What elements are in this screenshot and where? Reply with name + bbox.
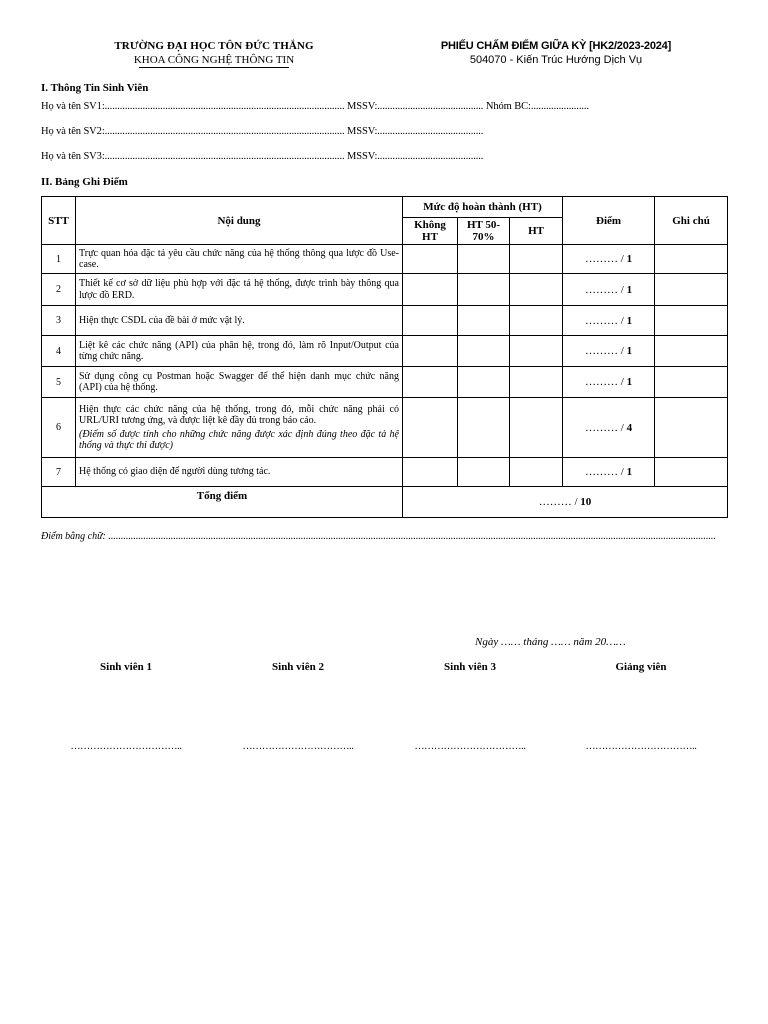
signature-student1-line[interactable]: …………………………….. xyxy=(70,741,182,752)
score-max: 1 xyxy=(626,283,633,296)
ht-cell[interactable] xyxy=(510,458,563,487)
row-stt: 5 xyxy=(42,367,76,398)
total-max: 10 xyxy=(580,496,592,509)
score-cell[interactable] xyxy=(563,398,655,458)
signature-student1-label: Sinh viên 1 xyxy=(100,661,152,673)
score-cell[interactable] xyxy=(563,367,655,398)
score-max: 1 xyxy=(626,376,633,389)
note-cell[interactable] xyxy=(655,274,728,306)
total-row xyxy=(42,487,728,518)
grade-table xyxy=(41,196,728,518)
score-cell[interactable] xyxy=(563,306,655,336)
row-stt: 6 xyxy=(42,398,76,458)
ht-cell[interactable] xyxy=(510,274,563,306)
score-blank: ……… / xyxy=(585,314,627,327)
col-ht-partial-header: HT 50-70% xyxy=(458,218,510,245)
table-row xyxy=(42,367,728,398)
col-note-header: Ghi chú xyxy=(655,197,728,245)
note-cell[interactable] xyxy=(655,367,728,398)
khong-ht-cell[interactable] xyxy=(403,306,458,336)
student2-line: Họ và tên SV2:............................................................................................... MSSV:.......................................... xyxy=(41,126,484,137)
row-content: Trực quan hóa đặc tả yêu cầu chức năng của hệ thống thông qua lược đồ Use-case. xyxy=(76,245,403,274)
score-max: 4 xyxy=(626,421,633,434)
score-blank: ……… / xyxy=(585,253,627,266)
total-blank: ……… / xyxy=(538,496,581,509)
row-stt: 3 xyxy=(42,306,76,336)
ht-partial-cell[interactable] xyxy=(458,367,510,398)
ht-cell[interactable] xyxy=(510,245,563,274)
col-score-header: Điểm xyxy=(563,197,655,245)
school-name: TRƯỜNG ĐẠI HỌC TÔN ĐỨC THẮNG xyxy=(114,40,314,52)
faculty-underline xyxy=(139,67,289,68)
note-cell[interactable] xyxy=(655,245,728,274)
score-max: 1 xyxy=(626,466,633,479)
student3-line: Họ và tên SV3:............................................................................................... MSSV:.......................................... xyxy=(41,151,484,162)
signature-lecturer-line[interactable]: …………………………….. xyxy=(585,741,697,752)
col-stt-header: STT xyxy=(42,197,76,245)
score-blank: ……… / xyxy=(585,283,627,296)
khong-ht-cell[interactable] xyxy=(403,274,458,306)
score-in-words-line[interactable]: Điểm bằng chữ: ................................................................................................................................................................................................................................................... xyxy=(41,531,716,542)
ht-partial-cell[interactable] xyxy=(458,306,510,336)
student1-line: Họ và tên SV1:............................................................................................... MSSV:.......................................... Nhóm BC:....................... xyxy=(41,101,589,112)
col-content-header: Nội dung xyxy=(76,197,403,245)
score-cell[interactable] xyxy=(563,336,655,367)
table-row xyxy=(42,398,728,458)
score-blank: ……… / xyxy=(585,376,627,389)
khong-ht-cell[interactable] xyxy=(403,245,458,274)
row-content: Hiện thực CSDL của đề bài ở mức vật lý. xyxy=(76,306,403,336)
row-content: Thiết kế cơ sở dữ liệu phù hợp với đặc tả hệ thống, được trình bày thông qua lược đồ ERD. xyxy=(76,274,403,306)
col-ht-header: HT xyxy=(510,218,563,245)
khong-ht-cell[interactable] xyxy=(403,367,458,398)
khong-ht-cell[interactable] xyxy=(403,336,458,367)
signature-student2-label: Sinh viên 2 xyxy=(272,661,324,673)
khong-ht-cell[interactable] xyxy=(403,458,458,487)
signature-student2-line[interactable]: …………………………….. xyxy=(242,741,354,752)
score-max: 1 xyxy=(626,314,633,327)
row-content: Sử dụng công cụ Postman hoặc Swagger để thể hiện danh mục chức năng (API) của hệ thống. xyxy=(76,367,403,398)
note-cell[interactable] xyxy=(655,336,728,367)
form-header xyxy=(420,40,692,66)
note-cell[interactable] xyxy=(655,398,728,458)
signature-student3-line[interactable]: …………………………….. xyxy=(414,741,526,752)
row-content: Hệ thống có giao diện để người dùng tương tác. xyxy=(76,458,403,487)
row-content-note: (Điểm số được tính cho những chức năng được xác định đúng theo đặc tả hệ thống và thực thi được) xyxy=(79,428,399,452)
row-stt: 4 xyxy=(42,336,76,367)
score-cell[interactable] xyxy=(563,274,655,306)
ht-cell[interactable] xyxy=(510,398,563,458)
table-header-row xyxy=(42,197,728,218)
ht-partial-cell[interactable] xyxy=(458,274,510,306)
ht-cell[interactable] xyxy=(510,367,563,398)
ht-cell[interactable] xyxy=(510,306,563,336)
score-max: 1 xyxy=(626,345,633,358)
faculty-name: KHOA CÔNG NGHỆ THÔNG TIN xyxy=(133,54,295,66)
table-row xyxy=(42,306,728,336)
score-blank: ……… / xyxy=(585,421,627,434)
section-grade-table-title: II. Bảng Ghi Điểm xyxy=(41,176,128,188)
row-stt: 2 xyxy=(42,274,76,306)
total-label: Tổng điểm xyxy=(42,487,403,518)
col-level-header: Mức độ hoàn thành (HT) xyxy=(403,197,563,218)
note-cell[interactable] xyxy=(655,458,728,487)
score-cell[interactable] xyxy=(563,458,655,487)
total-score-cell[interactable] xyxy=(403,487,728,518)
course-name: 504070 - Kiến Trúc Hướng Dịch Vụ xyxy=(469,54,643,66)
date-line[interactable]: Ngày …… tháng …… năm 20…… xyxy=(475,636,626,648)
ht-cell[interactable] xyxy=(510,336,563,367)
signature-lecturer-label: Giảng viên xyxy=(615,661,667,673)
score-blank: ……… / xyxy=(585,345,627,358)
ht-partial-cell[interactable] xyxy=(458,398,510,458)
ht-partial-cell[interactable] xyxy=(458,336,510,367)
row-stt: 7 xyxy=(42,458,76,487)
form-title: PHIẾU CHẤM ĐIỂM GIỮA KỲ [HK2/2023-2024] xyxy=(440,40,672,52)
row-stt: 1 xyxy=(42,245,76,274)
ht-partial-cell[interactable] xyxy=(458,458,510,487)
table-row xyxy=(42,274,728,306)
section-student-info-title: I. Thông Tin Sinh Viên xyxy=(41,82,149,94)
table-row xyxy=(42,458,728,487)
row-content: Hiện thực các chức năng của hệ thống, trong đó, mỗi chức năng phải có URL/URI tương ứng, và được liệt kê đầy đủ trong báo cáo. xyxy=(79,403,399,427)
note-cell[interactable] xyxy=(655,306,728,336)
signature-student3-label: Sinh viên 3 xyxy=(444,661,496,673)
col-khong-ht-header: Không HT xyxy=(403,218,458,245)
score-max: 1 xyxy=(626,253,633,266)
score-cell[interactable] xyxy=(563,245,655,274)
ht-partial-cell[interactable] xyxy=(458,245,510,274)
score-blank: ……… / xyxy=(585,466,627,479)
row-content-cell xyxy=(76,398,403,458)
school-header xyxy=(100,40,328,68)
row-content: Liệt kê các chức năng (API) của phân hệ, trong đó, làm rõ Input/Output của từng chức năng. xyxy=(76,336,403,367)
table-row xyxy=(42,336,728,367)
table-row xyxy=(42,245,728,274)
khong-ht-cell[interactable] xyxy=(403,398,458,458)
